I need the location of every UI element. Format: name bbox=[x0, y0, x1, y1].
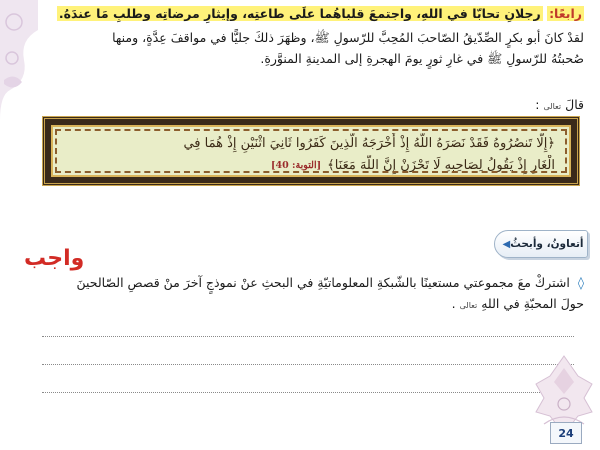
quote-intro bbox=[535, 96, 584, 116]
quote-intro-small: تعالى bbox=[543, 102, 562, 111]
task-line-1-text: اشتركْ معَ مجموعتي مستعينًا بالشّبكةِ المعلوماتيّةِ في البحثِ عنْ نموذجٍ آخرَ منْ قصصِ الصّالحينَ bbox=[76, 275, 570, 290]
body-paragraph bbox=[40, 27, 584, 69]
quran-reference: [التوبة: 40] bbox=[271, 160, 322, 171]
heading-text: رجلانِ تحابّا في اللهِ، واجتمعَ قلباهُما علَى طاعتِه، وإيثارِ مرضاتِه وطلبِ مَا عندَهُ. bbox=[58, 6, 541, 21]
badge-label: أتعاونُ، وأبحثُ bbox=[510, 238, 584, 250]
corner-ornament bbox=[0, 0, 38, 120]
chevron-left-icon: ◀ bbox=[502, 238, 511, 250]
task-line-2-end: . bbox=[451, 296, 456, 311]
heading-label: رابعًا: bbox=[549, 6, 582, 21]
answer-line-3[interactable] bbox=[42, 392, 574, 393]
task-line-2-text: حولَ المحبّةِ في اللهِ bbox=[481, 296, 584, 311]
task-line-1 bbox=[40, 272, 584, 293]
task-paragraph bbox=[40, 272, 584, 316]
paragraph-line-1: لقدْ كانَ أبو بكرٍ الصِّدّيقُ الصّاحبَ المُحِبَّ للرّسولِ ﷺ، وظهَرَ ذلكَ جليًّا في مواقفَ عِدَّةٍ، ومنها bbox=[112, 30, 584, 45]
cooperate-research-badge bbox=[494, 230, 588, 258]
answer-line-1[interactable] bbox=[42, 336, 574, 337]
quran-verse-line-2 bbox=[67, 155, 555, 177]
section-heading bbox=[40, 4, 584, 24]
paragraph-line-2: صُحبتُهُ للرّسولِ ﷺ في غارِ ثورٍ يومَ الهجرةِ إلى المدينةِ المنوَّرةِ. bbox=[260, 51, 584, 66]
task-line-2 bbox=[40, 293, 584, 316]
quran-verse-frame bbox=[42, 116, 580, 186]
diamond-bullet-icon: ◊ bbox=[577, 275, 584, 290]
quran-verse-line-1: ﴿إِلَّا تَنصُرُوهُ فَقَدْ نَصَرَهُ اللَّهُ إِذْ أَخْرَجَهُ الَّذِينَ كَفَرُوا ثَانِيَ اثْنَيْنِ إِذْ هُمَا فِي bbox=[183, 136, 555, 151]
homework-label: واجب bbox=[24, 246, 85, 271]
quote-intro-text: قالَ bbox=[565, 97, 584, 112]
task-line-2-small: تعالى bbox=[459, 301, 478, 310]
quran-verse-line-2-text: الْغَارِ إِذْ يَقُولُ لِصَاحِبِهِ لَا تَحْزَنْ إِنَّ اللَّهَ مَعَنَا﴾ bbox=[327, 158, 555, 173]
quran-verse-box bbox=[51, 125, 571, 177]
page-number: 24 bbox=[550, 422, 582, 444]
quote-intro-colon: : bbox=[535, 97, 540, 112]
answer-line-2[interactable] bbox=[42, 364, 574, 365]
